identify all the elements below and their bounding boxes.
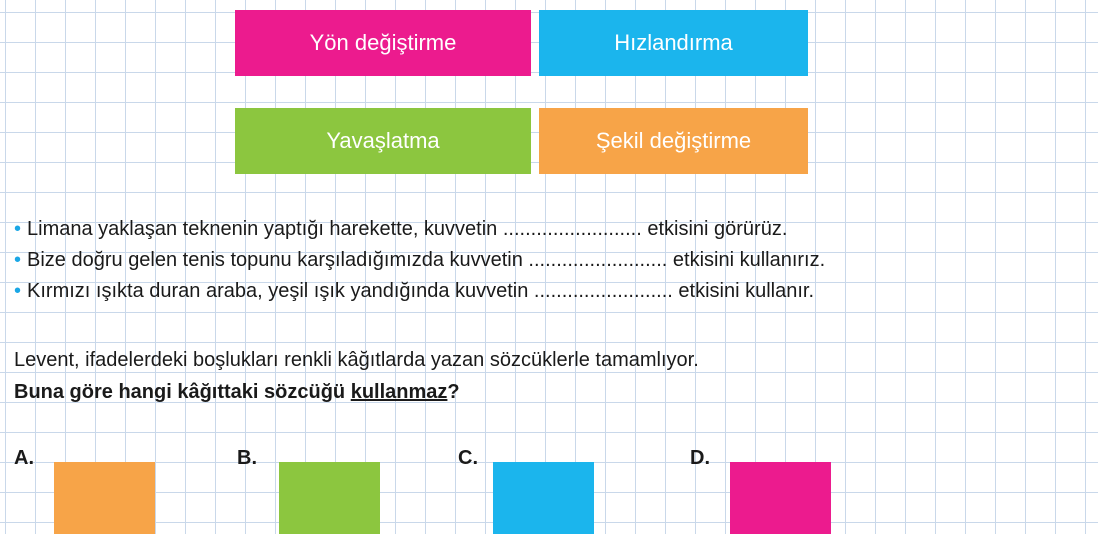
word-card-label: Yavaşlatma (326, 128, 440, 153)
statement-text: Limana yaklaşan teknenin yaptığı harekette, kuvvetin ......................... etkisini görürüz. (27, 218, 788, 240)
question-underlined-word: kullanmaz (350, 381, 448, 403)
question-text (14, 376, 460, 408)
word-card-direction-change (235, 10, 531, 76)
bullet-icon: • (14, 249, 22, 271)
question-suffix: ? (447, 381, 460, 403)
option-box-d[interactable] (730, 462, 831, 534)
question-prefix: Buna göre hangi kâğıttaki sözcüğü (14, 381, 351, 403)
bullet-icon: • (14, 218, 22, 240)
option-letter-a: A. (14, 447, 34, 469)
option-box-b[interactable] (279, 462, 380, 534)
statement-item (14, 214, 1089, 245)
word-card-deceleration (235, 108, 531, 174)
option-box-c[interactable] (493, 462, 594, 534)
statement-item (14, 245, 1089, 276)
option-letter-d: D. (690, 447, 710, 469)
statement-text: Bize doğru gelen tenis topunu karşıladığımızda kuvvetin ......................... etkisini kullanırız. (27, 249, 826, 271)
word-card-acceleration (539, 10, 808, 76)
word-card-label: Şekil değiştirme (595, 128, 752, 153)
statement-list (14, 214, 1089, 307)
intro-text: Levent, ifadelerdeki boşlukları renkli kâğıtlarda yazan sözcüklerle tamamlıyor. (14, 349, 699, 371)
statement-text: Kırmızı ışıkta duran araba, yeşil ışık yandığında kuvvetin ......................... etkisini kullanır. (27, 280, 815, 302)
option-letter-c: C. (458, 447, 478, 469)
word-card-shape-change (539, 108, 808, 174)
statement-item (14, 276, 1089, 307)
word-card-label: Hızlandırma (614, 30, 733, 55)
word-card-label: Yön değiştirme (309, 30, 457, 55)
option-box-a[interactable] (54, 462, 155, 534)
bullet-icon: • (14, 280, 22, 302)
option-letter-b: B. (237, 447, 257, 469)
